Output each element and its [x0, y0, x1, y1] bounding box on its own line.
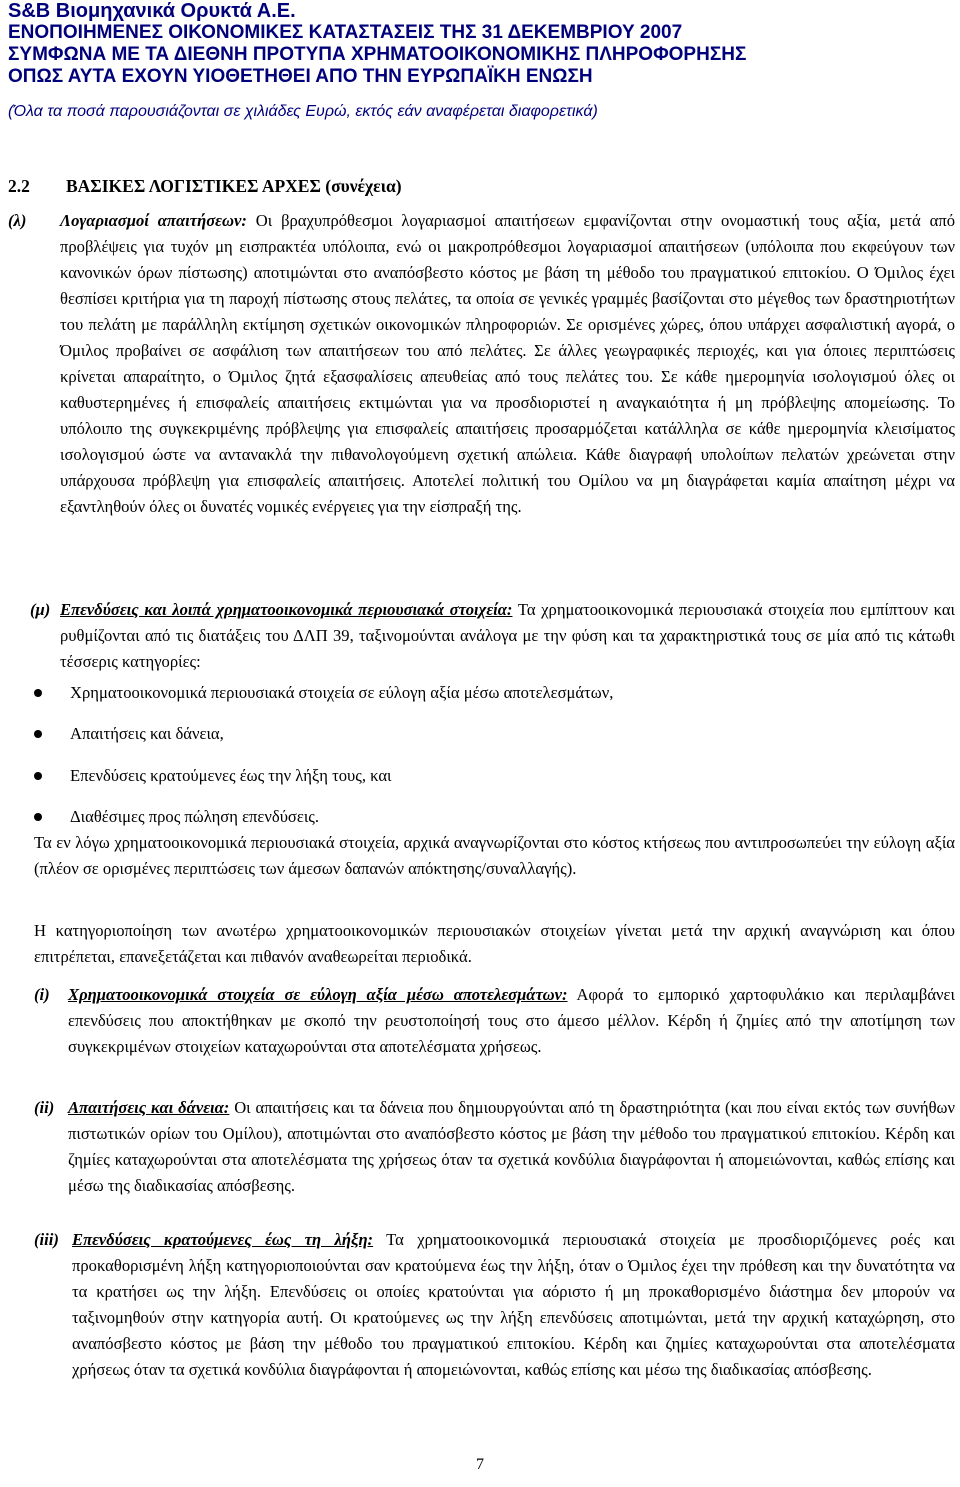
paragraph-investments: [60, 597, 955, 675]
section-title: ΒΑΣΙΚΕΣ ΛΟΓΙΣΤΙΚΕΣ ΑΡΧΕΣ (συνέχεια): [66, 176, 402, 196]
text-investments: Τα χρηματοοικονομικά περιουσιακά στοιχεία που εμπίπτουν και ρυθμίζονται από τις διατάξεις του ΔΛΠ 39, ταξινομούνται ανάλογα με την φύση και τα χαρακτηριστικά τους σε μία από τις κάτωθι τέσσερις κατηγορίες:: [60, 600, 955, 671]
list-item: Επενδύσεις κρατούμενες έως την λήξη τους, και: [34, 763, 954, 789]
report-title: ΕΝΟΠΟΙΗΜΕΝΕΣ ΟΙΚΟΝΟΜΙΚΕΣ ΚΑΤΑΣΤΑΣΕΙΣ ΤΗΣ 31 ΔΕΚΕΜΒΡΙΟΥ 2007: [8, 22, 683, 43]
report-standard: ΣΥΜΦΩΝΑ ΜΕ ΤΑ ΔΙΕΘΝΗ ΠΡΟΤΥΠΑ ΧΡΗΜΑΤΟΟΙΚΟΝΟΜΙΚΗΣ ΠΛΗΡΟΦΟΡΗΣΗΣ: [8, 44, 747, 65]
section-number: 2.2: [8, 176, 30, 196]
company-name: S&B Βιομηχανικά Ορυκτά Α.Ε.: [8, 0, 296, 22]
paragraph-fvtpl: [68, 982, 955, 1060]
report-adoption: ΟΠΩΣ ΑΥΤΑ ΕΧΟΥΝ ΥΙΟΘΕΤΗΘΕΙ ΑΠΟ ΤΗΝ ΕΥΡΩΠΑΪΚΗ ΕΝΩΣΗ: [8, 66, 593, 87]
item-marker-iii: (iii): [34, 1230, 59, 1249]
item-marker-i: (i): [34, 985, 50, 1004]
section-heading: [8, 175, 402, 197]
item-marker-mu: (μ): [30, 600, 51, 619]
page-number: 7: [476, 1456, 484, 1473]
text-held-to-maturity: Τα χρηματοοικονομικά περιουσιακά στοιχεία με προσδιοριζόμενες ροές και προκαθορισμένη λήξη κατηγοριοποιούνται σαν κρατούμενα έως την λήξη, όταν ο Όμιλος έχει την πρόθεση και την δυνατότητα να τα κρατήσει ως την λήξη. Επενδύσεις οι οποίες κρατούνται για αόριστο ή μη προκαθορισμένο διάστημα δεν μπορούν να ταξινομηθούν στην κατηγορία αυτή. Οι κρατούμενες ως την λήξη επενδύσεις αποτιμώνται, μετά την αρχική καταχώρηση, στο αναπόσβεστο κόστος με βάση την μέθοδο του πραγματικού επιτοκίου. Κέρδη και ζημίες καταχωρούνται στα αποτελέσματα χρήσεως όταν τα σχετικά κονδύλια διαγράφονται ή απομειώνονται, καθώς επίσης και μέσω της διαδικασίας απόσβεσης.: [72, 1230, 956, 1379]
item-marker-ii: (ii): [34, 1098, 55, 1117]
paragraph-held-to-maturity: [72, 1227, 955, 1383]
paragraph-initial-recognition: Τα εν λόγω χρηματοοικονομικά περιουσιακά στοιχεία, αρχικά αναγνωρίζονται στο κόστος κτήσεως που αντιπροσωπεύει την εύλογη αξία (πλέον σε ορισμένες περιπτώσεις των άμεσων δαπανών απόκτησης/συναλλαγής).: [34, 833, 955, 878]
lead-investments: Επενδύσεις και λοιπά χρηματοοικονομικά περιουσιακά στοιχεία:: [60, 600, 513, 619]
text-fvtpl: Αφορά το εμπορικό χαρτοφυλάκιο και περιλαμβάνει επενδύσεις που αποκτήθηκαν με σκοπό την ρευστοποίησή τους στο άμεσο μέλλον. Κέρδη ή ζημίες από την αποτίμηση των συγκεκριμένων στοιχείων καταχωρούνται στα αποτελέσματα χρήσεως.: [68, 985, 955, 1056]
bullet-icon: [34, 813, 42, 821]
currency-note: (Όλα τα ποσά παρουσιάζονται σε χιλιάδες Ευρώ, εκτός εάν αναφέρεται διαφορετικά): [8, 103, 598, 120]
item-marker-lambda: (λ): [8, 211, 27, 230]
paragraph-receivables: [60, 208, 955, 520]
lead-receivables: Λογαριασμοί απαιτήσεων:: [60, 211, 247, 230]
text-loans: Οι απαιτήσεις και τα δάνεια που δημιουργούνται από τη δραστηριότητα (και που είναι εκτός των συνήθων πιστωτικών ορίων του Ομίλου), αποτιμώνται στο αναπόσβεστο κόστος με βάση την μέθοδο του πραγματικού επιτοκίου. Κέρδη και ζημίες καταχωρούνται στα αποτελέσματα της χρήσεως όταν τα σχετικά κονδύλια διαγράφονται ή απομειώνονται, καθώς επίσης και μέσω της διαδικασίας απόσβεσης.: [68, 1098, 955, 1195]
lead-held-to-maturity: Επενδύσεις κρατούμενες έως τη λήξη:: [72, 1230, 374, 1249]
list-item: Απαιτήσεις και δάνεια,: [34, 721, 954, 747]
paragraph-classification: Η κατηγοριοποίηση των ανωτέρω χρηματοοικονομικών περιουσιακών στοιχείων γίνεται μετά την αρχική αναγνώριση και όπου επιτρέπεται, επανεξετάζεται και πιθανόν αναθεωρείται περιοδικά.: [34, 921, 955, 966]
list-item: Διαθέσιμες προς πώληση επενδύσεις.: [34, 804, 954, 830]
bullet-icon: [34, 689, 42, 697]
lead-loans: Απαιτήσεις και δάνεια:: [68, 1098, 230, 1117]
lead-fvtpl: Χρηματοοικονομικά στοιχεία σε εύλογη αξία μέσω αποτελεσμάτων:: [68, 985, 568, 1004]
category-list: [34, 680, 954, 845]
bullet-icon: [34, 730, 42, 738]
list-item: Χρηματοοικονομικά περιουσιακά στοιχεία σε εύλογη αξία μέσω αποτελεσμάτων,: [34, 680, 954, 706]
bullet-icon: [34, 772, 42, 780]
paragraph-loans: [68, 1095, 955, 1199]
text-receivables: Οι βραχυπρόθεσμοι λογαριασμοί απαιτήσεων εμφανίζονται στην ονομαστική τους αξία, μετά από προβλέψεις για τυχόν μη εισπρακτέα υπόλοιπα, ενώ οι μακροπρόθεσμοι λογαριασμοί απαιτήσεων (υπόλοιπα που εκφεύγουν των κανονικών όρων πίστωσης) αποτιμώνται στο αναπόσβεστο κόστος με βάση τη μέθοδο του πραγματικού επιτοκίου. Ο Όμιλος έχει θεσπίσει κριτήρια για τη παροχή πίστωσης στους πελάτες, τα οποία σε γενικές γραμμές βασίζονται στο μέγεθος των δραστηριοτήτων του πελάτη με παράλληλη εκτίμηση σχετικών οικονομικών πληροφοριών. Σε ορισμένες χώρες, όπου υπάρχει ασφαλιστική αγορά, ο Όμιλος προβαίνει σε ασφάλιση των απαιτήσεων του από πελάτες. Σε άλλες γεωγραφικές περιοχές, και για όποιες περιπτώσεις κρίνεται απαραίτητο, ο Όμιλος ζητά εξασφαλίσεις απευθείας από τους πελάτες του. Σε κάθε ημερομηνία ισολογισμού όλες οι καθυστερημένες ή επισφαλείς απαιτήσεις εκτιμώνται για να προσδιοριστεί η αναγκαιότητα ή μη πρόβλεψης απομείωσης. Το υπόλοιπο της συγκεκριμένης πρόβλεψης για επισφαλείς απαιτήσεις προσαρμόζεται κατάλληλα σε κάθε ημερομηνία κλεισίματος ισολογισμού ώστε να αντανακλά την πιθανολογούμενη σχετική απώλεια. Κάθε διαγραφή υπολοίπων πελατών χρεώνεται στην υπάρχουσα πρόβλεψη για επισφαλείς απαιτήσεις. Αποτελεί πολιτική του Ομίλου να μη διαγράφεται καμία απαίτηση μέχρι να εξαντληθούν όλες οι δυνατές νομικές ενέργειες για την είσπραξή της.: [60, 211, 955, 516]
